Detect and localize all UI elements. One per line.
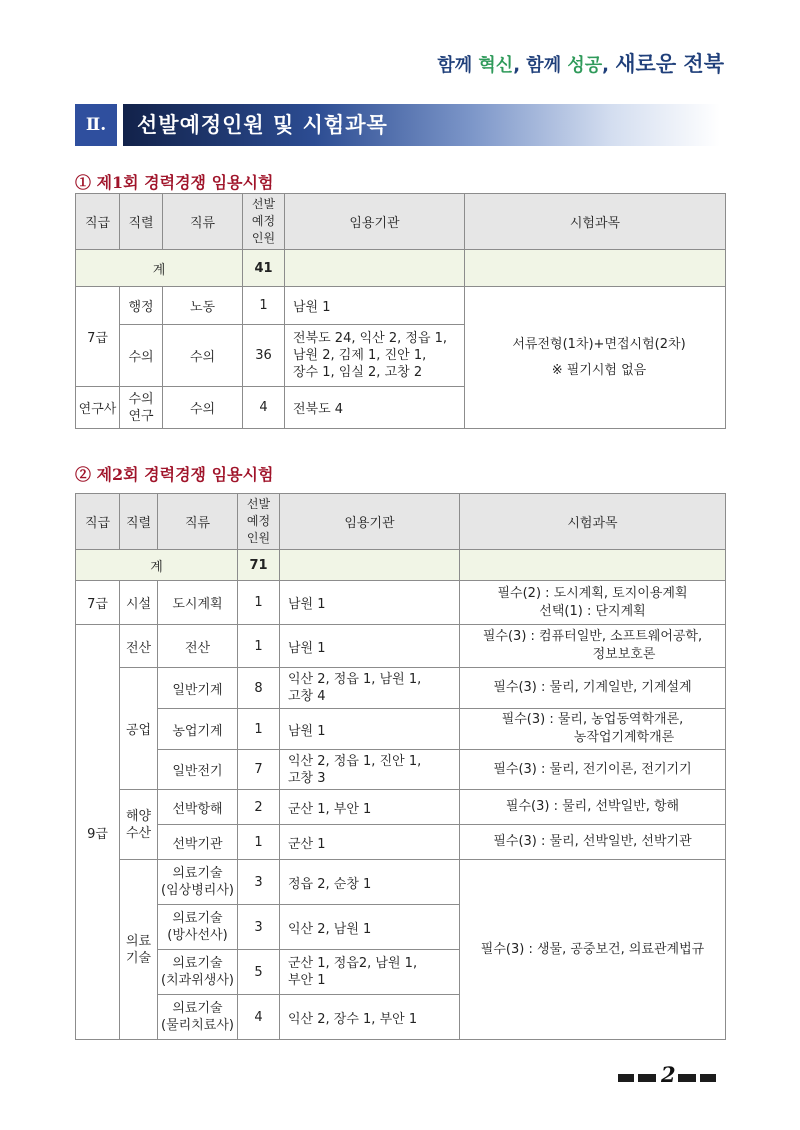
subject-line: 필수(2) : 도시계획, 토지이용계획 bbox=[497, 585, 688, 601]
table-row bbox=[76, 860, 726, 905]
cell-grade: 9급 bbox=[76, 625, 120, 1040]
slogan-part: 새로운 전북 bbox=[615, 52, 724, 76]
cell-count: 5 bbox=[238, 950, 280, 995]
cell-agency: 군산 1 bbox=[280, 825, 460, 860]
cell-count: 1 bbox=[238, 825, 280, 860]
subject-line: 서류전형(1차)+면접시험(2차) bbox=[512, 336, 686, 352]
table-header-row bbox=[76, 194, 726, 250]
total-subject bbox=[460, 550, 726, 581]
header-subject: 시험과목 bbox=[460, 494, 726, 550]
slogan-part: , 함께 bbox=[513, 55, 568, 76]
cell-agency: 정읍 2, 순창 1 bbox=[280, 860, 460, 905]
table-row bbox=[76, 287, 726, 325]
cell-agency: 군산 1, 부안 1 bbox=[280, 790, 460, 825]
page-deco-bar bbox=[618, 1074, 634, 1082]
table2-subtitle: ② 제2회 경력경쟁 임용시험 bbox=[75, 465, 274, 484]
section-header bbox=[75, 104, 720, 146]
cell-agency: 남원 1 bbox=[280, 709, 460, 750]
cell-field: 선박항해 bbox=[158, 790, 238, 825]
page-number-text: 2 bbox=[661, 1062, 676, 1087]
header-agency: 임용기관 bbox=[285, 194, 465, 250]
table-row bbox=[76, 668, 726, 709]
cell-series: 공업 bbox=[120, 668, 158, 790]
subject-note: ※ 필기시험 없음 bbox=[551, 362, 647, 378]
cell-agency: 전북도 24, 익산 2, 정읍 1, 남원 2, 김제 1, 진안 1, 장수 1, 임실 2, 고창 2 bbox=[285, 325, 465, 387]
cell-agency: 군산 1, 정읍2, 남원 1, 부안 1 bbox=[280, 950, 460, 995]
subject-line: 필수(3) : 컴퓨터일반, 소프트웨어공학, bbox=[482, 629, 703, 644]
cell-agency: 익산 2, 남원 1 bbox=[280, 905, 460, 950]
cell-field: 의료기술 (방사선사) bbox=[158, 905, 238, 950]
cell-grade: 7급 bbox=[76, 581, 120, 625]
cell-field: 의료기술 (치과위생사) bbox=[158, 950, 238, 995]
section-title-bar bbox=[123, 104, 720, 146]
cell-agency: 전북도 4 bbox=[285, 387, 465, 429]
total-agency bbox=[285, 250, 465, 287]
total-label: 계 bbox=[76, 250, 243, 287]
table-row bbox=[76, 709, 726, 750]
cell-field: 농업기계 bbox=[158, 709, 238, 750]
cell-series: 행정 bbox=[120, 287, 163, 325]
cell-series: 시설 bbox=[120, 581, 158, 625]
slogan-part: 혁신 bbox=[478, 55, 514, 76]
subject-line: 필수(3) : 물리, 농업동역학개론, bbox=[501, 712, 684, 727]
cell-field: 수의 bbox=[163, 387, 243, 429]
cell-grade: 7급 bbox=[76, 287, 120, 387]
cell-agency: 익산 2, 정읍 1, 남원 1, 고창 4 bbox=[280, 668, 460, 709]
cell-field: 의료기술 (물리치료사) bbox=[158, 995, 238, 1040]
section-title: 선발예정인원 및 시험과목 bbox=[137, 113, 388, 137]
table-row bbox=[76, 790, 726, 825]
cell-series: 의료 기술 bbox=[120, 860, 158, 1040]
slogan bbox=[437, 48, 724, 78]
table-row bbox=[76, 750, 726, 790]
header-field: 직류 bbox=[158, 494, 238, 550]
cell-subject bbox=[460, 860, 726, 1040]
cell-field: 전산 bbox=[158, 625, 238, 668]
header-grade: 직급 bbox=[76, 494, 120, 550]
header-grade: 직급 bbox=[76, 194, 120, 250]
subject-line: 선택(1) : 단지계획 bbox=[539, 603, 646, 619]
cell-field: 선박기관 bbox=[158, 825, 238, 860]
cell-subject bbox=[465, 287, 726, 429]
cell-field: 도시계획 bbox=[158, 581, 238, 625]
cell-count: 3 bbox=[238, 905, 280, 950]
cell-count: 1 bbox=[238, 625, 280, 668]
cell-agency: 남원 1 bbox=[280, 625, 460, 668]
header-count: 선발 예정 인원 bbox=[238, 494, 280, 550]
cell-series: 해양 수산 bbox=[120, 790, 158, 860]
table1 bbox=[75, 193, 726, 429]
total-agency bbox=[280, 550, 460, 581]
slogan-part: , bbox=[602, 55, 616, 76]
cell-field: 일반전기 bbox=[158, 750, 238, 790]
header-series: 직렬 bbox=[120, 494, 158, 550]
cell-subject bbox=[460, 790, 726, 825]
subject-line: 필수(3) : 물리, 전기이론, 전기기기 bbox=[493, 761, 692, 777]
cell-series: 수의 bbox=[120, 325, 163, 387]
total-row bbox=[76, 550, 726, 581]
table1-subtitle: ① 제1회 경력경쟁 임용시험 bbox=[75, 173, 274, 192]
cell-agency: 익산 2, 정읍 1, 진안 1, 고창 3 bbox=[280, 750, 460, 790]
table-row bbox=[76, 625, 726, 668]
cell-subject bbox=[460, 668, 726, 709]
section-number: Ⅱ. bbox=[75, 104, 117, 146]
cell-count: 8 bbox=[238, 668, 280, 709]
cell-count: 4 bbox=[243, 387, 285, 429]
slogan-part: 성공 bbox=[567, 55, 603, 76]
cell-count: 1 bbox=[238, 581, 280, 625]
cell-field: 의료기술 (임상병리사) bbox=[158, 860, 238, 905]
slogan-part: 함께 bbox=[437, 55, 479, 76]
cell-count: 7 bbox=[238, 750, 280, 790]
cell-agency: 남원 1 bbox=[280, 581, 460, 625]
page-number bbox=[618, 1062, 718, 1088]
cell-count: 1 bbox=[243, 287, 285, 325]
total-subject bbox=[465, 250, 726, 287]
cell-field: 수의 bbox=[163, 325, 243, 387]
table-header-row bbox=[76, 494, 726, 550]
subject-line: 필수(3) : 생물, 공중보건, 의료관계법규 bbox=[480, 941, 705, 957]
cell-count: 36 bbox=[243, 325, 285, 387]
cell-series: 전산 bbox=[120, 625, 158, 668]
subject-line: 필수(3) : 물리, 기계일반, 기계설계 bbox=[493, 680, 692, 695]
total-label: 계 bbox=[76, 550, 238, 581]
subject-line: 필수(3) : 물리, 선박일반, 선박기관 bbox=[493, 834, 692, 849]
total-count: 71 bbox=[238, 550, 280, 581]
table-row bbox=[76, 825, 726, 860]
header-subject: 시험과목 bbox=[465, 194, 726, 250]
cell-count: 3 bbox=[238, 860, 280, 905]
cell-subject bbox=[460, 581, 726, 625]
cell-field: 노동 bbox=[163, 287, 243, 325]
cell-subject bbox=[460, 750, 726, 790]
subject-line: 정보보호론 bbox=[592, 647, 656, 662]
table-row bbox=[76, 581, 726, 625]
cell-subject bbox=[460, 625, 726, 668]
total-row bbox=[76, 250, 726, 287]
cell-subject bbox=[460, 825, 726, 860]
page-deco-bar bbox=[700, 1074, 716, 1082]
cell-count: 4 bbox=[238, 995, 280, 1040]
subject-line: 필수(3) : 물리, 선박일반, 항해 bbox=[505, 799, 680, 814]
cell-agency: 익산 2, 장수 1, 부안 1 bbox=[280, 995, 460, 1040]
header-agency: 임용기관 bbox=[280, 494, 460, 550]
header-count: 선발 예정 인원 bbox=[243, 194, 285, 250]
cell-field: 일반기계 bbox=[158, 668, 238, 709]
total-count: 41 bbox=[243, 250, 285, 287]
cell-grade: 연구사 bbox=[76, 387, 120, 429]
subject-line: 농작업기계학개론 bbox=[573, 730, 675, 745]
table2 bbox=[75, 493, 726, 1040]
header-field: 직류 bbox=[163, 194, 243, 250]
cell-count: 2 bbox=[238, 790, 280, 825]
cell-series: 수의 연구 bbox=[120, 387, 163, 429]
header-series: 직렬 bbox=[120, 194, 163, 250]
page-deco-bar bbox=[678, 1074, 696, 1082]
page-deco-bar bbox=[638, 1074, 656, 1082]
cell-count: 1 bbox=[238, 709, 280, 750]
cell-subject bbox=[460, 709, 726, 750]
cell-agency: 남원 1 bbox=[285, 287, 465, 325]
